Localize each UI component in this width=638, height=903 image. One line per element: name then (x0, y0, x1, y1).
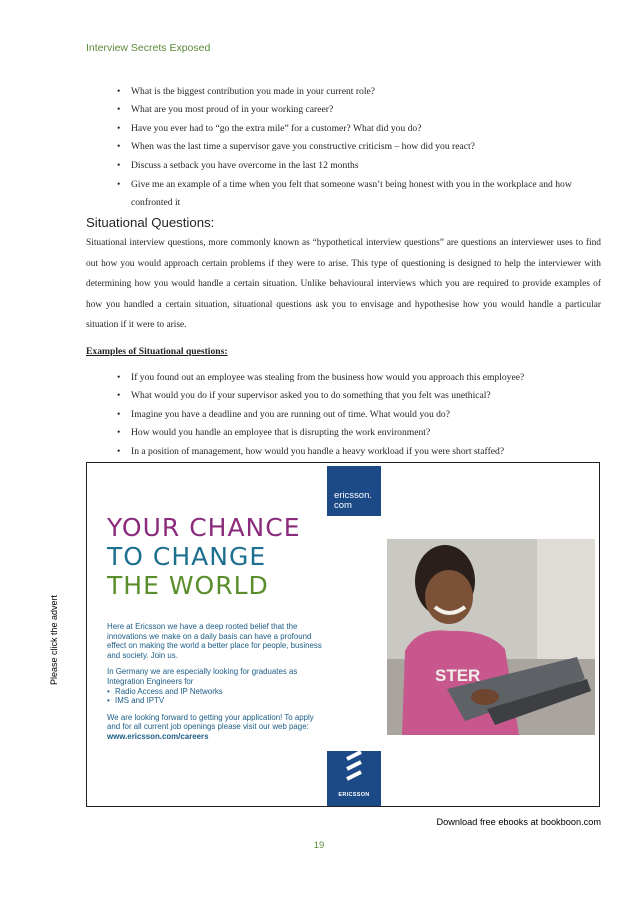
site-box-line: ericsson. (334, 490, 373, 501)
ericsson-site-box[interactable] (327, 466, 381, 516)
list-item: • If you found out an employee was stealing from the business how would you approach this employee? (117, 370, 605, 386)
logo-wordmark: ERICSSON (338, 792, 370, 798)
advert-paragraph: Here at Ericsson we have a deep rooted belief that the innovations we make on a daily basis can have a profound effect on making the world a better place for people, business and society. Join us. (107, 622, 322, 660)
list-item: • In a position of management, how would you handle a heavy workload if you were short staffed? (117, 444, 605, 460)
list-item: • Discuss a setback you have overcome in the last 12 months (117, 158, 605, 174)
advert-photo (387, 539, 595, 735)
site-box-line: com (334, 500, 352, 511)
advert-headline (107, 513, 301, 600)
examples-subheading: Examples of Situational questions: (86, 346, 228, 357)
running-header: Interview Secrets Exposed (86, 42, 211, 54)
section-heading: Situational Questions: (86, 215, 215, 230)
list-item: • Have you ever had to “go the extra mile” for a customer? What did you do? (117, 121, 605, 137)
ericsson-logo-icon (327, 751, 381, 791)
person-with-laptop-image (387, 539, 595, 735)
list-item: • What is the biggest contribution you made in your current role? (117, 84, 605, 100)
list-item: • What would you do if your supervisor asked you to do something that you felt was unethical? (117, 388, 605, 404)
careers-link[interactable]: www.ericsson.com/careers (107, 731, 209, 741)
section-paragraph: Situational interview questions, more commonly known as “hypothetical interview questions” are questions an interviewer uses to find out how you would approach certain problems if they were to arise. This type of questioning is designed to help the interviewer with determining how you would handle a certain situation. Unlike behavioural interviews which you are required to provide examples of how you handled a certain situation, situational questions ask you to envisage and hypothesise how you would handle a particular situation if it were to arise. (86, 238, 601, 331)
question-list-situational (117, 370, 605, 462)
list-item: • Imagine you have a deadline and you are running out of time. What would you do? (117, 407, 605, 423)
download-note[interactable]: Download free ebooks at bookboon.com (436, 817, 601, 827)
advert-copy (107, 622, 322, 749)
question-list-behavioural (117, 84, 605, 214)
ericsson-advert[interactable] (86, 462, 600, 807)
list-item: • Give me an example of a time when you felt that someone wasn’t being honest with you in the workplace and how confronted it (117, 176, 605, 211)
advert-text: We are looking forward to getting your application! To apply and for all current job openings please visit our web page: (107, 712, 314, 732)
headline-line: THE WORLD (107, 571, 269, 600)
ericsson-logo[interactable] (327, 751, 381, 806)
advert-bullet: • IMS and IPTV (107, 696, 322, 706)
headline-line: YOUR CHANCE (107, 513, 301, 542)
headline-line: TO CHANGE (107, 542, 267, 571)
list-item: • What are you most proud of in your working career? (117, 102, 605, 118)
advert-text: In Germany we are especially looking for graduates as Integration Engineers for (107, 667, 298, 686)
advert-bullet: • Radio Access and IP Networks (107, 687, 322, 697)
advert-paragraph (107, 667, 322, 705)
advert-side-note: Please click the advert (49, 594, 59, 685)
page-number: 19 (313, 840, 325, 851)
shirt-text: STER (435, 666, 481, 685)
advert-paragraph (107, 713, 322, 742)
list-item: • How would you handle an employee that is disrupting the work environment? (117, 425, 605, 441)
list-item: • When was the last time a supervisor gave you constructive criticism – how did you react? (117, 139, 605, 155)
